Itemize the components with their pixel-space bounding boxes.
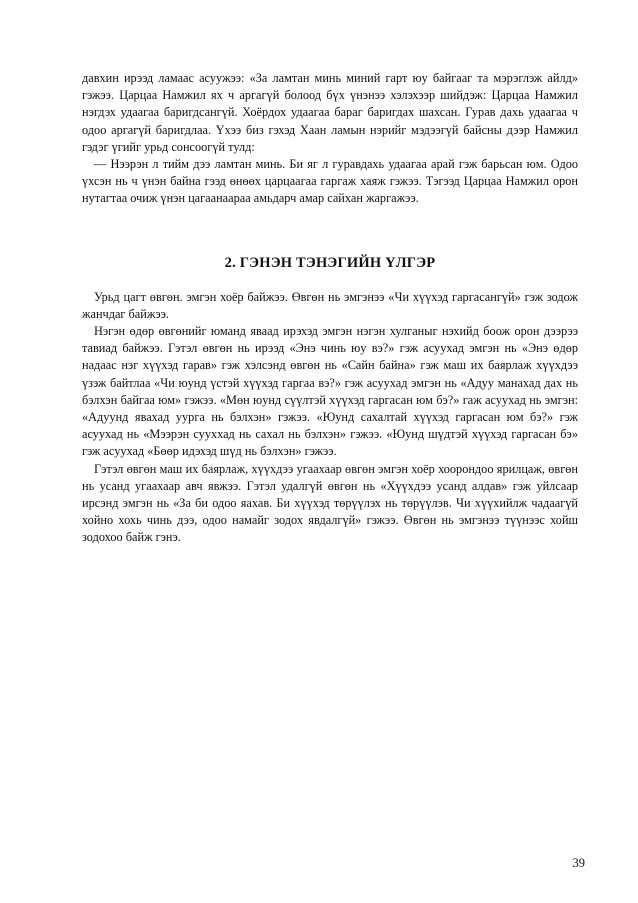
story-title: 2. ГЭНЭН ТЭНЭГИЙН ҮЛГЭР <box>224 254 436 271</box>
story-paragraph: Урьд цагт өвгөн. эмгэн хоёр байжээ. Өвгөн нь эмгэнээ «Чи хүүхэд гаргасангүй» гэж зодож жанчдаг байжээ. <box>82 289 578 321</box>
story-paragraph: Нэгэн өдөр өвгөнийг юманд яваад ирэхэд эмгэн нэгэн хулганыг нэхийд боож орон дээрээ тавиад байжээ. Гэтэл өвгөн нь ирээд «Энэ чинь юу вэ?» гэж асуухад эмгэн нь «Энэ өдөр надаас нэг хүүхэд гарав» гэж хэлсэнд өвгөн нь «Сайн байна» гэж маш их баярлаж хүүхдээ үзэж байтлаа «Чи юунд үстэй хүүхэд гаргаа вэ?» гэж асуухад эмгэн нь «Адуу манахад дах нь бэлхэн байгаа юм» гэжээ. «Мөн юунд сүүлтэй хүүхэд гаргасан юм бэ?» гаж асуухад нь эмгэн: «Адуунд явахад уурга нь бэлхэн» гэжээ. «Юунд сахалтай хүүхэд гаргасан юм бэ?» гэж асуухад нь «Мээрэн сууххад нь сахал нь бэлхэн» гэжээ. «Юунд шүдтэй хүүхэд гаргасан бэ» гэж асуухад «Бөөр идэхэд шүд нь бэлхэн» гэжээ. <box>82 324 578 459</box>
page-number: 39 <box>572 856 585 870</box>
intro-paragraph: — Нээрэн л тийм дээ ламтан минь. Би яг л гуравдахь удаагаа арай гэж барьсан юм. Одоо үхсэн нь ч үнэн байна гээд өнөөх царцаагаа гаргаж хаяж гэжээ. Тэгээд Царцаа Намжил орон нутагтаа очиж үнэн цагаанаараа амьдарч амар сайхан жаргажээ. <box>82 157 578 206</box>
intro-paragraph: давхин ирээд ламаас асуужээ: «За ламтан минь миний гарт юу байгааг та мэрэглэж айлд» гэжээ. Царцаа Намжил ях ч аргагүй болоод бүх үнэнээ хэлэхээр шийдэж: Царцаа Намжил нэгдэх удаагаа баригдсангүй. Хоёрдох удаагаа бараг баригдах шахсан. Гурав дахь удаагаа ч одоо аргагүй баригдлаа. Үхээ биз гэхэд Хаан ламын нэрийг мэдээгүй байсны дээр Намжил гэдэг үгийг урьд сонсоогүй тулд: <box>82 71 578 154</box>
story-paragraph: Гэтэл өвгөн маш их баярлаж, хүүхдээ угаахаар өвгөн эмгэн хоёр хоорондоо ярилцаж, өвгөн нь усанд угаахаар авч явжээ. Гэтэл удалгүй өвгөн нь «Хүүхдээ усанд алдав» гэж уйлсаар ирсэнд эмгэн нь «За би одоо яахав. Би хүүхэд төрүүлэх нь төрүүлэв. Чи хүүхийлж чадаагүй хойно хохь чинь дээ, одоо намайг зодох явдалгүй» гэжээ. Өвгөн нь эмгэнээ түүнээс хойш зодохоо байж гэнэ. <box>82 461 578 545</box>
text-column <box>82 70 578 547</box>
